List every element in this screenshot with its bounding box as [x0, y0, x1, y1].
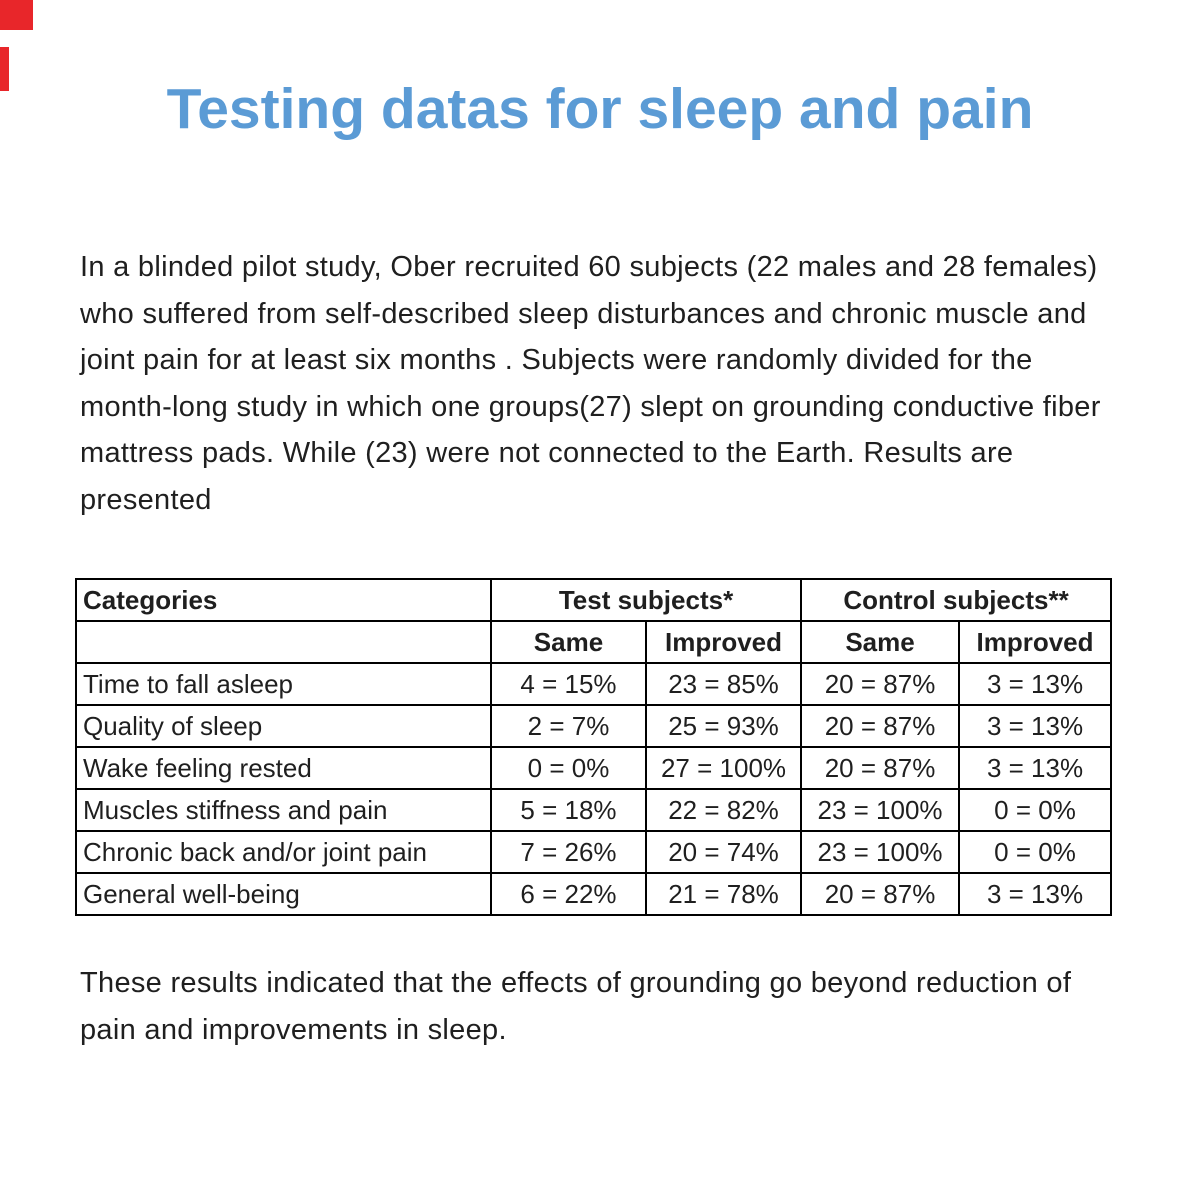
row-category: General well-being [76, 873, 491, 915]
table-row [76, 873, 1111, 915]
cell-control-improved: 3 = 13% [959, 663, 1111, 705]
header-categories: Categories [76, 579, 491, 621]
header-control-subjects: Control subjects** [801, 579, 1111, 621]
cell-control-improved: 0 = 0% [959, 789, 1111, 831]
header-control-same: Same [801, 621, 959, 663]
cell-test-improved: 21 = 78% [646, 873, 801, 915]
cell-test-same: 0 = 0% [491, 747, 646, 789]
cell-test-same: 4 = 15% [491, 663, 646, 705]
row-category: Wake feeling rested [76, 747, 491, 789]
cell-control-same: 20 = 87% [801, 873, 959, 915]
row-category: Time to fall asleep [76, 663, 491, 705]
cell-control-same: 20 = 87% [801, 747, 959, 789]
results-table [75, 578, 1112, 916]
cell-test-same: 6 = 22% [491, 873, 646, 915]
cell-test-same: 5 = 18% [491, 789, 646, 831]
table-row [76, 747, 1111, 789]
row-category: Chronic back and/or joint pain [76, 831, 491, 873]
table-row [76, 831, 1111, 873]
red-corner-mark [0, 0, 33, 30]
cell-test-same: 2 = 7% [491, 705, 646, 747]
cell-control-same: 20 = 87% [801, 663, 959, 705]
row-category: Muscles stiffness and pain [76, 789, 491, 831]
cell-control-improved: 3 = 13% [959, 747, 1111, 789]
table-row [76, 705, 1111, 747]
cell-control-improved: 3 = 13% [959, 873, 1111, 915]
cell-test-improved: 25 = 93% [646, 705, 801, 747]
cell-control-same: 20 = 87% [801, 705, 959, 747]
row-category: Quality of sleep [76, 705, 491, 747]
table-header-row-columns [76, 621, 1111, 663]
cell-test-improved: 22 = 82% [646, 789, 801, 831]
table-row [76, 663, 1111, 705]
cell-test-improved: 23 = 85% [646, 663, 801, 705]
cell-control-same: 23 = 100% [801, 789, 959, 831]
table-row [76, 789, 1111, 831]
header-test-same: Same [491, 621, 646, 663]
cell-control-same: 23 = 100% [801, 831, 959, 873]
intro-paragraph: In a blinded pilot study, Ober recruited 60 subjects (22 males and 28 females) who suffered from self-described sleep disturbances and chronic muscle and joint pain for at least six months . Subjects were randomly divided for the month-long study in which one groups(27) slept on grounding conductive fiber mattress pads. While (23) were not connected to the Earth. Results are presented [80, 251, 1101, 516]
table-header-row-groups [76, 579, 1111, 621]
header-test-subjects: Test subjects* [491, 579, 801, 621]
cell-control-improved: 3 = 13% [959, 705, 1111, 747]
cell-test-improved: 27 = 100% [646, 747, 801, 789]
header-control-improved: Improved [959, 621, 1111, 663]
cell-control-improved: 0 = 0% [959, 831, 1111, 873]
cell-test-same: 7 = 26% [491, 831, 646, 873]
header-empty-cell [76, 621, 491, 663]
conclusion-paragraph: These results indicated that the effects of grounding go beyond reduction of pain and improvements in sleep. [80, 967, 1072, 1046]
page-title: Testing datas for sleep and pain [166, 77, 1034, 141]
cell-test-improved: 20 = 74% [646, 831, 801, 873]
header-test-improved: Improved [646, 621, 801, 663]
